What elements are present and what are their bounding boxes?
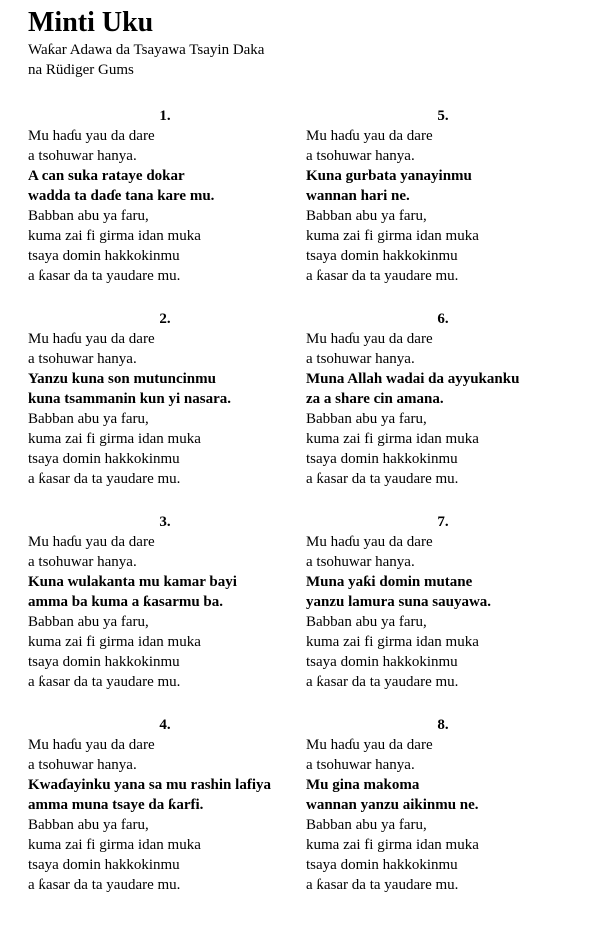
verse-line: tsaya domin hakkokinmu [28,857,180,873]
verse-line: a ƙasar da ta yaudare mu. [28,268,181,284]
verse-line: a tsohuwar hanya. [306,554,415,570]
verse-block [28,512,298,715]
verse-line: a ƙasar da ta yaudare mu. [306,471,459,487]
verse-line: Babban abu ya faru, [28,411,149,427]
verse-line-bold: wannan hari ne. [306,188,410,204]
verse-line: kuma zai fi girma idan muka [28,837,201,853]
verse-line: a ƙasar da ta yaudare mu. [306,674,459,690]
verse-line: a tsohuwar hanya. [28,757,137,773]
verse-line-bold: Kuna wulakanta mu kamar bayi [28,574,237,590]
verse-line-bold: wadda ta daɗe tana kare mu. [28,188,215,204]
verse-number: 5. [437,108,449,124]
verse-line: tsaya domin hakkokinmu [306,654,458,670]
document-header [28,6,588,80]
verse-line-bold: za a share cin amana. [306,391,444,407]
verse-line: a ƙasar da ta yaudare mu. [306,268,459,284]
verse-number: 4. [159,717,171,733]
verse-number: 8. [437,717,449,733]
verse-number: 2. [159,311,171,327]
verse-line: a ƙasar da ta yaudare mu. [306,877,459,893]
verse-number: 7. [437,514,449,530]
verse-block [306,309,576,512]
verse-line-bold: Muna Allah wadai da ayyukanku [306,371,520,387]
verse-line: a tsohuwar hanya. [306,757,415,773]
verse-line: a tsohuwar hanya. [306,148,415,164]
verse-line-bold: Kwaɗayinku yana sa mu rashin lafiya [28,777,271,793]
verse-line: Mu haɗu yau da dare [28,534,155,550]
verse-line: Mu haɗu yau da dare [28,331,155,347]
verse-line: kuma zai fi girma idan muka [28,634,201,650]
verse-line: kuma zai fi girma idan muka [28,431,201,447]
verse-line: tsaya domin hakkokinmu [28,654,180,670]
verse-line-bold: amma muna tsaye da ƙarfi. [28,797,204,813]
verse-column-right [306,106,576,918]
verse-line: Mu haɗu yau da dare [306,128,433,144]
document-title: Minti Uku [28,7,154,38]
verse-line: a tsohuwar hanya. [28,351,137,367]
verse-line-bold: Muna yaƙi domin mutane [306,574,473,590]
verse-line: a tsohuwar hanya. [28,554,137,570]
verse-line: Mu haɗu yau da dare [306,737,433,753]
verse-block [28,715,298,918]
verse-line: a ƙasar da ta yaudare mu. [28,674,181,690]
verse-line: tsaya domin hakkokinmu [306,857,458,873]
verse-number: 6. [437,311,449,327]
verse-line: Babban abu ya faru, [28,817,149,833]
verse-block [306,715,576,918]
verse-line-bold: Yanzu kuna son mutuncinmu [28,371,216,387]
verse-line: Mu haɗu yau da dare [28,737,155,753]
verse-block [306,512,576,715]
verse-line: Babban abu ya faru, [306,208,427,224]
verse-line: a ƙasar da ta yaudare mu. [28,877,181,893]
verse-line: Babban abu ya faru, [28,208,149,224]
verse-block [28,309,298,512]
verse-column-left [28,106,298,918]
verse-line: tsaya domin hakkokinmu [306,451,458,467]
verse-number: 1. [159,108,171,124]
verse-line: tsaya domin hakkokinmu [306,248,458,264]
verse-line-bold: Kuna gurbata yanayinmu [306,168,472,184]
verse-line: kuma zai fi girma idan muka [306,431,479,447]
verse-line: kuma zai fi girma idan muka [306,228,479,244]
verse-line-bold: amma ba kuma a ƙasarmu ba. [28,594,224,610]
verse-line: Mu haɗu yau da dare [28,128,155,144]
verse-line: a ƙasar da ta yaudare mu. [28,471,181,487]
verse-line: Mu haɗu yau da dare [306,534,433,550]
verse-line: Babban abu ya faru, [28,614,149,630]
verse-line: kuma zai fi girma idan muka [28,228,201,244]
verse-block [28,106,298,309]
credit-line-2: na Rüdiger Gums [28,62,134,78]
verse-line: Babban abu ya faru, [306,817,427,833]
verse-line: Mu haɗu yau da dare [306,331,433,347]
verse-line-bold: yanzu lamura suna sauyawa. [306,594,492,610]
verse-line: tsaya domin hakkokinmu [28,451,180,467]
verse-line: Babban abu ya faru, [306,614,427,630]
verse-line: Babban abu ya faru, [306,411,427,427]
verse-line-bold: Mu gina makoma [306,777,420,793]
verse-line: kuma zai fi girma idan muka [306,634,479,650]
verse-line-bold: wannan yanzu aikinmu ne. [306,797,479,813]
verse-line: kuma zai fi girma idan muka [306,837,479,853]
verse-line: a tsohuwar hanya. [28,148,137,164]
verse-line: a tsohuwar hanya. [306,351,415,367]
verse-line: tsaya domin hakkokinmu [28,248,180,264]
verse-line-bold: A can suka rataye dokar [28,168,185,184]
verse-number: 3. [159,514,171,530]
verse-columns [28,106,588,916]
verse-line-bold: kuna tsammanin kun yi nasara. [28,391,231,407]
verse-block [306,106,576,309]
credit-line-1: Waƙar Adawa da Tsayawa Tsayin Daka [28,42,265,58]
